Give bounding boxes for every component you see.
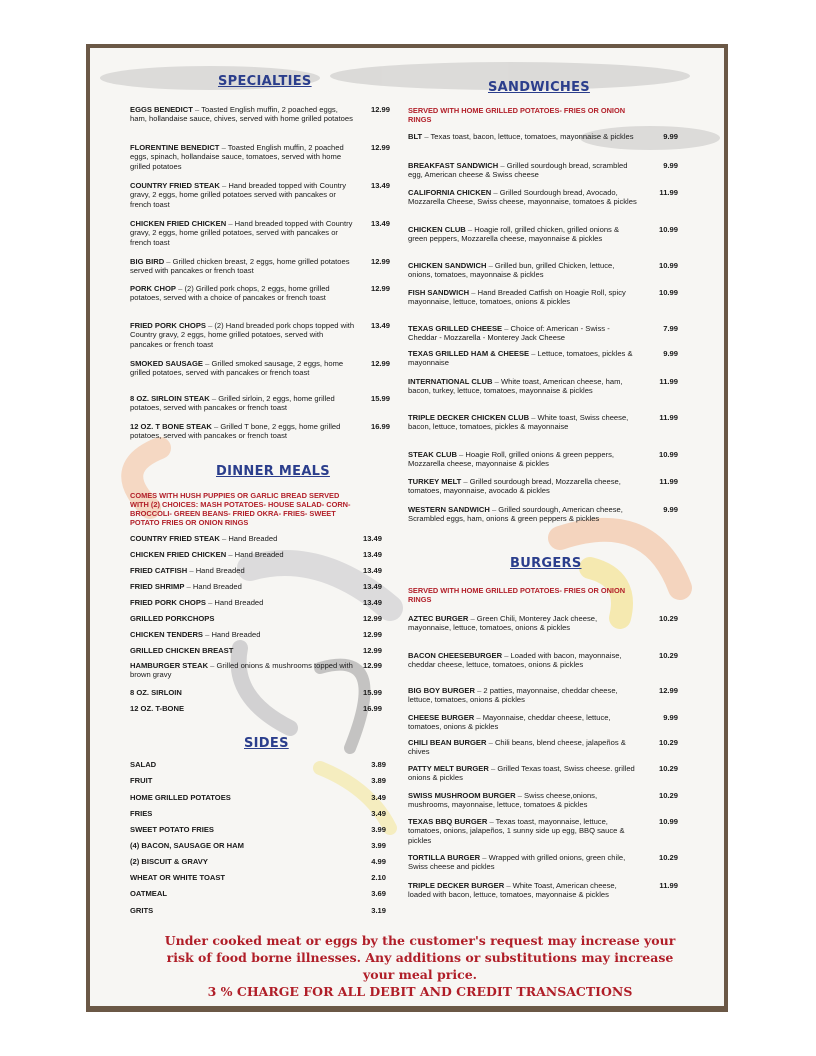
menu-item-description: Grilled chicken breast, 2 eggs, home grilled potatoes served with pancakes or french toast [130,257,350,276]
menu-item-description: Grilled smoked sausage, 2 eggs, home grilled potatoes, served with pancakes or french toast [130,359,344,378]
menu-item [130,646,355,655]
menu-item-name: STEAK CLUB [408,450,457,459]
menu-item-name: BLT [408,132,423,141]
menu-item: HAMBURGER STEAK – Grilled onions & mushrooms topped with brown gravy [130,661,353,680]
menu-item-name: FLORENTINE BENEDICT [130,143,220,152]
menu-item-description: Hand Breaded Catfish on Hoagie Roll, spicy mayonnaise, lettuce, tomatoes, onions & pickles [408,288,626,307]
menu-item: CHICKEN FRIED CHICKEN – Hand Breaded [130,550,284,559]
side-item-price: 3.99 [371,825,386,834]
menu-item-price: 15.99 [362,688,382,697]
menu-item-price: 9.99 [663,713,678,722]
menu-item-description: Hand breaded topped with Country gravy, 2 eggs, home grilled potatoes served with pancakes or french toast [130,181,347,209]
menu-item-price: 9.99 [663,505,678,514]
menu-item-name: CHICKEN TENDERS [130,630,203,639]
menu-item-price: 10.29 [658,764,678,773]
menu-item-name: TORTILLA BURGER [408,853,481,862]
side-item-name: FRIES [130,809,153,818]
menu-item-name: BREAKFAST SANDWICH [408,161,499,170]
side-item-price: 3.89 [371,760,386,769]
menu-item-price: 10.29 [658,651,678,660]
menu-item: FRIED PORK CHOPS – Hand Breaded [130,598,264,607]
menu-item-price: 13.49 [362,598,382,607]
menu-item: BREAKFAST SANDWICH – Grilled sourdough bread, scrambled egg, American cheese & Swiss cheese [408,161,628,180]
menu-item-description: Hoagie Roll, grilled onions & green peppers, Mozzarella cheese, mayonnaise & pickles [408,450,614,469]
dinner-heading: DINNER MEALS [216,464,330,479]
menu-item-price: 12.99 [370,257,390,266]
menu-item: CHICKEN TENDERS – Hand Breaded [130,630,261,639]
menu-item-price: 11.99 [659,881,678,890]
food-safety-warning: Under cooked meat or eggs by the customer's request may increase your risk of food borne illnesses. Any additions or substitutions may increase your meal price. [164,933,676,982]
menu-item-price: 12.99 [370,143,390,152]
menu-item-price: 16.99 [370,422,390,431]
menu-item-description: Grilled T bone, 2 eggs, home grilled potatoes, served with pancakes or french toast [130,422,341,441]
side-item-price: 3.19 [371,906,386,915]
menu-item-description: Lettuce, tomatoes, pickles & mayonnaise [408,349,633,368]
menu-item: TEXAS BBQ BURGER – Texas toast, mayonnaise, lettuce, tomatoes, onions, jalapeños, 1 sunny side up egg, BBQ sauce & pickles [408,817,625,845]
menu-item: COUNTRY FRIED STEAK – Hand breaded topped with Country gravy, 2 eggs, home grilled potatoes served with pancakes or french toast [130,181,347,209]
menu-item-name: CALIFORNIA CHICKEN [408,188,492,197]
menu-item-description: White toast, American cheese, ham, bacon, turkey, lettuce, tomatoes, mayonnaise & pickles [408,377,623,396]
menu-item-price: 12.99 [362,614,382,623]
menu-item-name: FRIED CATFISH [130,566,188,575]
menu-item-description: Hand Breaded [211,630,261,639]
side-item-name: GRITS [130,906,154,915]
menu-item-name: AZTEC BURGER [408,614,469,623]
menu-item-price: 10.99 [658,817,678,826]
menu-item-price: 16.99 [362,704,382,713]
menu-item-price: 12.99 [362,646,382,655]
menu-item: 8 OZ. SIRLOIN STEAK – Grilled sirloin, 2 eggs, home grilled potatoes, served with pancakes or french toast [130,394,335,413]
sides-heading: SIDES [244,736,289,751]
menu-item-name: CHICKEN FRIED CHICKEN [130,219,227,228]
menu-item-price: 12.99 [370,359,390,368]
side-item-price: 4.99 [371,857,386,866]
menu-item-price: 10.99 [658,288,678,297]
menu-item-name: EGGS BENEDICT [130,105,193,114]
specialties-heading: SPECIALTIES [218,74,312,89]
menu-item-price: 13.49 [362,566,382,575]
menu-item-description: Toasted English muffin, 2 poached eggs, ham, hollandaise sauce, chives, served with home grilled potatoes [130,105,353,124]
menu-item-description: Grilled bun, grilled Chicken, lettuce, onions, tomatoes, mayonnaise & pickles [408,261,615,280]
menu-item-description: White Toast, American cheese, loaded with bacon, lettuce, tomatoes, mayonnaise & pickles [408,881,617,900]
menu-item-description: Green Chili, Monterey Jack cheese, mayonnaise, lettuce, tomatoes, onions & pickles [408,614,598,633]
side-item-name: HOME GRILLED POTATOES [130,793,231,802]
menu-item-price: 10.99 [658,450,678,459]
menu-item-description: Mayonnaise, cheddar cheese, lettuce, tomatoes, onions & pickles [408,713,611,732]
menu-item-description: Texas toast, bacon, lettuce, tomatoes, mayonnaise & pickles [430,132,634,141]
menu-item-price: 12.99 [658,686,678,695]
side-item-price: 2.10 [371,873,386,882]
menu-item-name: 8 OZ. SIRLOIN [130,688,182,697]
menu-item-description: Choice of: American - Swiss - Cheddar - Mozzarella - Monterey Jack Cheese [408,324,610,343]
menu-item: TORTILLA BURGER – Wrapped with grilled onions, green chile, Swiss cheese and pickles [408,853,626,872]
side-item-name: FRUIT [130,776,153,785]
menu-item [130,704,355,713]
menu-item-name: TEXAS GRILLED HAM & CHEESE [408,349,530,358]
menu-item-name: 12 OZ. T-BONE [130,704,185,713]
dinner-note: COMES WITH HUSH PUPPIES OR GARLIC BREAD SERVED WITH (2) CHOICES: MASH POTATOES- HOUSE SALAD- CORN- BROCCOLI- GREEN BEANS- FRIED OKRA- FRIES- SWEET POTATO FRIES OR ONION RINGS [130,491,351,527]
menu-item-price: 11.99 [659,477,678,486]
menu-item: FRIED CATFISH – Hand Breaded [130,566,245,575]
side-item-name: OATMEAL [130,889,167,898]
menu-item-description: Grilled Texas toast, Swiss cheese. grilled onions & pickles [408,764,635,783]
menu-item-description: Hand Breaded [234,550,284,559]
menu-item-description: Hand Breaded [228,534,278,543]
menu-item-description: Grilled sourdough bread, Mozzarella cheese, tomatoes, mayonnaise, avocado & pickles [408,477,621,496]
menu-item-description: Toasted English muffin, 2 poached eggs, spinach, hollandaise sauce, tomatoes, served with home grilled potatoes [130,143,344,171]
menu-item-price: 13.49 [370,219,390,228]
side-item-name: (2) BISCUIT & GRAVY [130,857,208,866]
menu-item: FRIED SHRIMP – Hand Breaded [130,582,242,591]
side-item-name: SWEET POTATO FRIES [130,825,214,834]
menu-item: TEXAS GRILLED HAM & CHEESE – Lettuce, tomatoes, pickles & mayonnaise [408,349,633,368]
side-item-price: 3.69 [371,889,386,898]
menu-item-price: 13.49 [370,321,390,330]
menu-item-name: WESTERN SANDWICH [408,505,490,514]
menu-item-name: 8 OZ. SIRLOIN STEAK [130,394,210,403]
menu-item-description: Grilled sourdough bread, scrambled egg, American cheese & Swiss cheese [408,161,628,180]
menu-item-description: Grilled sourdough, American cheese, Scrambled eggs, ham, onions & green peppers & pickles [408,505,623,524]
menu-page [90,48,724,1006]
menu-item-price: 10.99 [658,261,678,270]
menu-item: SWISS MUSHROOM BURGER – Swiss cheese,onions, mushrooms, mayonnaise, lettuce, tomatoes & pickles [408,791,598,810]
menu-item-name: CHICKEN CLUB [408,225,466,234]
side-item-price: 3.49 [371,793,386,802]
menu-item-price: 10.29 [658,738,678,747]
menu-item-price: 10.29 [658,791,678,800]
menu-item-description: Grilled Sourdough bread, Avocado, Mozzarella Cheese, Swiss cheese, mayonnaise, tomatoes & pickles [408,188,637,207]
menu-item: TURKEY MELT – Grilled sourdough bread, Mozzarella cheese, tomatoes, mayonnaise, avocado & pickles [408,477,621,496]
menu-item-price: 13.49 [362,534,382,543]
side-item-name: (4) BACON, SAUSAGE OR HAM [130,841,244,850]
menu-item-price: 13.49 [370,181,390,190]
menu-item-price: 11.99 [659,377,678,386]
menu-item: CHEESE BURGER – Mayonnaise, cheddar cheese, lettuce, tomatoes, onions & pickles [408,713,611,732]
menu-item-description: (2) Grilled pork chops, 2 eggs, home grilled potatoes, served with a choice of pancakes or french toast [130,284,330,303]
menu-item [130,688,355,697]
menu-item: TRIPLE DECKER BURGER – White Toast, American cheese, loaded with bacon, lettuce, tomatoes, mayonnaise & pickles [408,881,617,900]
menu-item-name: CHICKEN SANDWICH [408,261,487,270]
menu-item-description: Chili beans, blend cheese, jalapeños & chives [408,738,626,757]
menu-item-name: TEXAS GRILLED CHEESE [408,324,503,333]
menu-item: FLORENTINE BENEDICT – Toasted English muffin, 2 poached eggs, spinach, hollandaise sauce, tomatoes, served with home grilled potatoes [130,143,344,171]
menu-item-description: Loaded with bacon, mayonnaise, cheddar cheese, lettuce, tomatoes, onions & pickles [408,651,622,670]
menu-item-description: Hand Breaded [214,598,264,607]
menu-item: STEAK CLUB – Hoagie Roll, grilled onions & green peppers, Mozzarella cheese, mayonnaise & pickles [408,450,614,469]
menu-item-name: TRIPLE DECKER BURGER [408,881,505,890]
menu-item: CHICKEN FRIED CHICKEN – Hand breaded topped with Country gravy, 2 eggs, home grilled potatoes, served with pancakes or french toast [130,219,353,247]
menu-item: WESTERN SANDWICH – Grilled sourdough, American cheese, Scrambled eggs, ham, onions & green peppers & pickles [408,505,623,524]
burgers-heading: BURGERS [510,556,582,571]
menu-item: CALIFORNIA CHICKEN – Grilled Sourdough bread, Avocado, Mozzarella Cheese, Swiss cheese, mayonnaise, tomatoes & pickles [408,188,637,207]
menu-item-description: Grilled sirloin, 2 eggs, home grilled potatoes, served with pancakes or french toast [130,394,335,413]
menu-item [130,614,355,623]
menu-item-price: 11.99 [659,413,678,422]
menu-item-description: 2 patties, mayonnaise, cheddar cheese, lettuce, tomatoes, onions & pickles [408,686,618,705]
side-item-price: 3.89 [371,776,386,785]
menu-item-name: PORK CHOP [130,284,176,293]
menu-item-name: CHEESE BURGER [408,713,475,722]
menu-item-price: 12.99 [362,661,382,670]
side-item-name: WHEAT OR WHITE TOAST [130,873,226,882]
menu-item: FRIED PORK CHOPS – (2) Hand breaded pork chops topped with Country gravy, 2 eggs, home grilled potatoes, served with pancakes or french toast [130,321,355,349]
menu-item-price: 11.99 [659,188,678,197]
menu-item-price: 12.99 [362,630,382,639]
menu-item: BIG BOY BURGER – 2 patties, mayonnaise, cheddar cheese, lettuce, tomatoes, onions & pickles [408,686,618,705]
menu-item-price: 10.99 [658,225,678,234]
menu-item: CHILI BEAN BURGER – Chili beans, blend cheese, jalapeños & chives [408,738,626,757]
menu-item: BACON CHEESEBURGER – Loaded with bacon, mayonnaise, cheddar cheese, lettuce, tomatoes, onions & pickles [408,651,622,670]
menu-item-name: FRIED PORK CHOPS [130,598,206,607]
menu-item-description: Swiss cheese,onions, mushrooms, mayonnaise, lettuce, tomatoes & pickles [408,791,598,810]
menu-item: PATTY MELT BURGER – Grilled Texas toast, Swiss cheese. grilled onions & pickles [408,764,635,783]
menu-item-name: HAMBURGER STEAK [130,661,209,670]
sandwiches-note: SERVED WITH HOME GRILLED POTATOES- FRIES OR ONION RINGS [408,106,626,124]
menu-item-name: GRILLED PORKCHOPS [130,614,215,623]
side-item-price: 3.99 [371,841,386,850]
menu-item-name: PATTY MELT BURGER [408,764,489,773]
menu-item-name: TURKEY MELT [408,477,462,486]
sandwiches-heading: SANDWICHES [488,80,590,95]
menu-item-name: TEXAS BBQ BURGER [408,817,488,826]
menu-item-price: 12.99 [370,284,390,293]
menu-item: INTERNATIONAL CLUB – White toast, American cheese, ham, bacon, turkey, lettuce, tomatoes, mayonnaise & pickles [408,377,623,396]
menu-item-name: INTERNATIONAL CLUB [408,377,493,386]
menu-item-description: Grilled onions & mushrooms topped with brown gravy [130,661,353,680]
menu-item-price: 15.99 [370,394,390,403]
menu-item: AZTEC BURGER – Green Chili, Monterey Jack cheese, mayonnaise, lettuce, tomatoes, onions & pickles [408,614,598,633]
menu-item-price: 13.49 [362,582,382,591]
menu-item-name: SMOKED SAUSAGE [130,359,203,368]
menu-item-name: COUNTRY FRIED STEAK [130,534,220,543]
menu-item-price: 10.29 [658,853,678,862]
menu-item: SMOKED SAUSAGE – Grilled smoked sausage, 2 eggs, home grilled potatoes, served with pancakes or french toast [130,359,344,378]
side-item-price: 3.49 [371,809,386,818]
menu-item-price: 7.99 [663,324,678,333]
menu-item: EGGS BENEDICT – Toasted English muffin, 2 poached eggs, ham, hollandaise sauce, chives, served with home grilled potatoes [130,105,353,124]
menu-item-price: 9.99 [663,161,678,170]
menu-item-description: White toast, Swiss cheese, bacon, lettuce, tomatoes, pickles & mayonnaise [408,413,629,432]
menu-item: BLT – Texas toast, bacon, lettuce, tomatoes, mayonnaise & pickles [408,132,634,141]
menu-item: COUNTRY FRIED STEAK – Hand Breaded [130,534,278,543]
menu-item-description: Hand Breaded [192,582,242,591]
menu-item: TEXAS GRILLED CHEESE – Choice of: American - Swiss - Cheddar - Mozzarella - Monterey Jack Cheese [408,324,610,343]
menu-item-name: FRIED SHRIMP [130,582,185,591]
menu-item-name: 12 OZ. T BONE STEAK [130,422,212,431]
menu-item-description: Hoagie roll, grilled chicken, grilled onions & green peppers, Mozzarella cheese, mayonnaise & pickles [408,225,620,244]
menu-item: 12 OZ. T BONE STEAK – Grilled T bone, 2 eggs, home grilled potatoes, served with pancakes or french toast [130,422,341,441]
menu-item-name: FISH SANDWICH [408,288,470,297]
side-item-name: SALAD [130,760,157,769]
menu-item-price: 9.99 [663,349,678,358]
menu-item: CHICKEN CLUB – Hoagie roll, grilled chicken, grilled onions & green peppers, Mozzarella cheese, mayonnaise & pickles [408,225,620,244]
menu-item-name: COUNTRY FRIED STEAK [130,181,220,190]
menu-item-price: 9.99 [663,132,678,141]
menu-item-description: Hand Breaded [195,566,245,575]
menu-item-name: CHICKEN FRIED CHICKEN [130,550,227,559]
menu-item-name: FRIED PORK CHOPS [130,321,206,330]
menu-item: PORK CHOP – (2) Grilled pork chops, 2 eggs, home grilled potatoes, served with a choice of pancakes or french toast [130,284,330,303]
menu-item: CHICKEN SANDWICH – Grilled bun, grilled Chicken, lettuce, onions, tomatoes, mayonnaise & pickles [408,261,615,280]
menu-item: BIG BIRD – Grilled chicken breast, 2 eggs, home grilled potatoes served with pancakes or french toast [130,257,350,276]
menu-item-name: GRILLED CHICKEN BREAST [130,646,234,655]
menu-item-price: 13.49 [362,550,382,559]
menu-item-name: CHILI BEAN BURGER [408,738,487,747]
menu-item-name: BIG BIRD [130,257,165,266]
menu-item-description: Wrapped with grilled onions, green chile, Swiss cheese and pickles [408,853,626,872]
menu-item-description: (2) Hand breaded pork chops topped with Country gravy, 2 eggs, home grilled potatoes, served with pancakes or french toast [130,321,355,349]
menu-item: TRIPLE DECKER CHICKEN CLUB – White toast, Swiss cheese, bacon, lettuce, tomatoes, pickles & mayonnaise [408,413,629,432]
card-charge-notice: 3 % CHARGE FOR ALL DEBIT AND CREDIT TRANSACTIONS [207,984,633,999]
menu-item-price: 12.99 [370,105,390,114]
menu-item-description: Hand breaded topped with Country gravy, 2 eggs, home grilled potatoes, served with pancakes or french toast [130,219,353,247]
menu-item-description: Texas toast, mayonnaise, lettuce, tomatoes, onions, jalapeños, 1 sunny side up egg, BBQ sauce & pickles [408,817,625,845]
menu-item-price: 10.29 [658,614,678,623]
menu-item-name: TRIPLE DECKER CHICKEN CLUB [408,413,530,422]
menu-item-name: BACON CHEESEBURGER [408,651,503,660]
menu-item-name: SWISS MUSHROOM BURGER [408,791,516,800]
menu-item-name: BIG BOY BURGER [408,686,475,695]
menu-item: FISH SANDWICH – Hand Breaded Catfish on Hoagie Roll, spicy mayonnaise, lettuce, tomatoes, onions & pickles [408,288,626,307]
burgers-note: SERVED WITH HOME GRILLED POTATOES- FRIES OR ONION RINGS [408,586,626,604]
